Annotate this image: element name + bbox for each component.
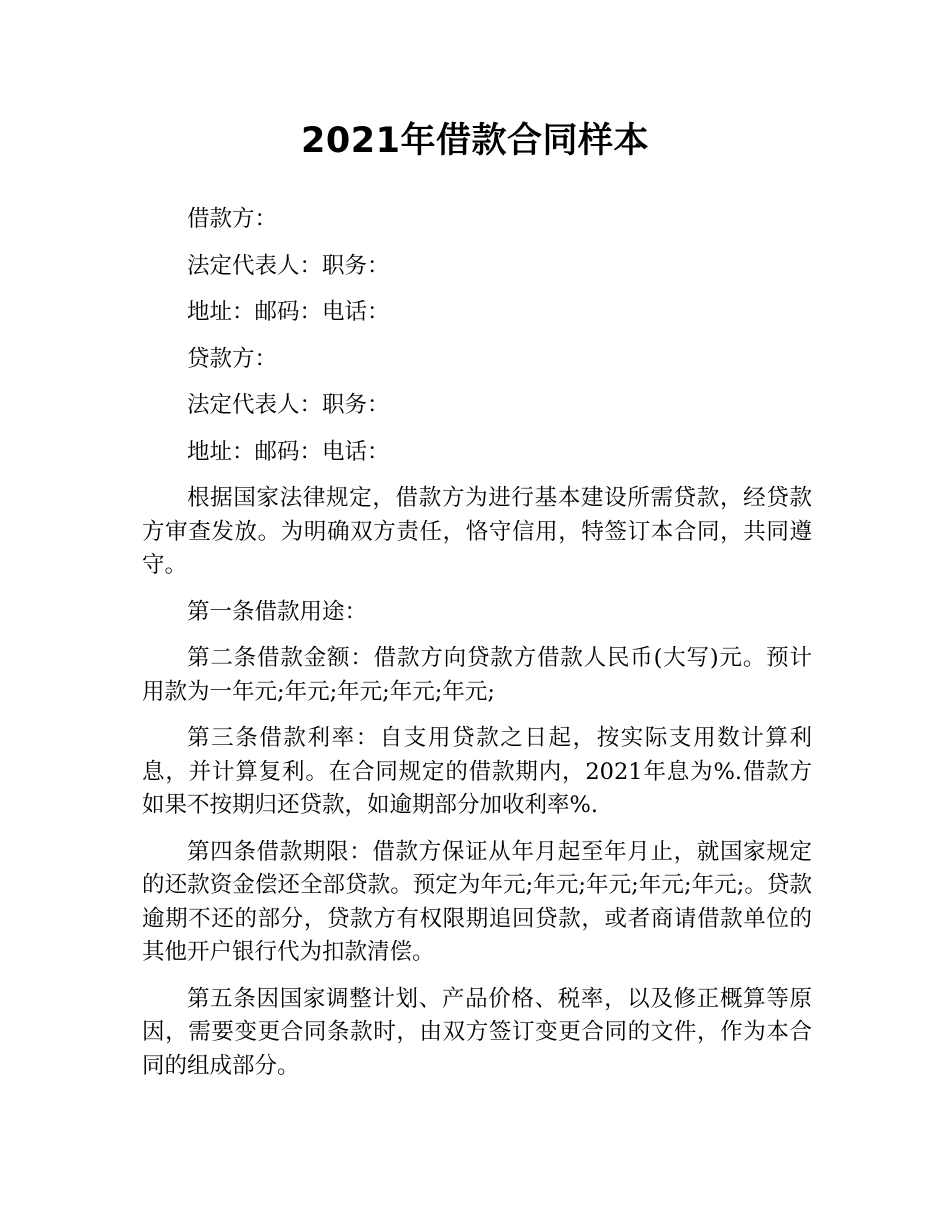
lender-address-line: 地址：邮码：电话： — [187, 438, 390, 465]
article-3-paragraph: 第三条借款利率：自支用贷款之日起，按实际支用数计算利息，并计算复利。在合同规定的借款期内，2021年息为%.借款方如果不按期归还贷款，如逾期部分加收利率%. — [142, 725, 812, 818]
article-5-paragraph: 第五条因国家调整计划、产品价格、税率，以及修正概算等原因，需要变更合同条款时，由双方签订变更合同的文件，作为本合同的组成部分。 — [142, 985, 812, 1079]
borrower-line: 借款方： — [187, 206, 278, 232]
document-body — [142, 203, 812, 1096]
document-title: 2021年借款合同样本 — [301, 121, 649, 161]
borrower-representative-line: 法定代表人：职务： — [187, 252, 390, 279]
article-1-paragraph: 第一条借款用途： — [187, 598, 368, 625]
borrower-address-line: 地址：邮码：电话： — [187, 299, 390, 325]
article-2-paragraph: 第二条借款金额：借款方向贷款方借款人民币(大写)元。预计用款为一年元;年元;年元;年元;年元; — [142, 645, 812, 705]
preamble-paragraph: 根据国家法律规定，借款方为进行基本建设所需贷款，经贷款方审查发放。为明确双方责任，恪守信用，特签订本合同，共同遵守。 — [142, 485, 812, 578]
article-4-paragraph: 第四条借款期限：借款方保证从年月起至年月止，就国家规定的还款资金偿还全部贷款。预定为年元;年元;年元;年元;年元;。贷款逾期不还的部分，贷款方有权限期追回贷款，或者商请借款单位的其他开户银行代为扣款清偿。 — [142, 838, 812, 965]
lender-line: 贷款方： — [187, 345, 278, 372]
lender-representative-line: 法定代表人：职务： — [187, 392, 390, 418]
